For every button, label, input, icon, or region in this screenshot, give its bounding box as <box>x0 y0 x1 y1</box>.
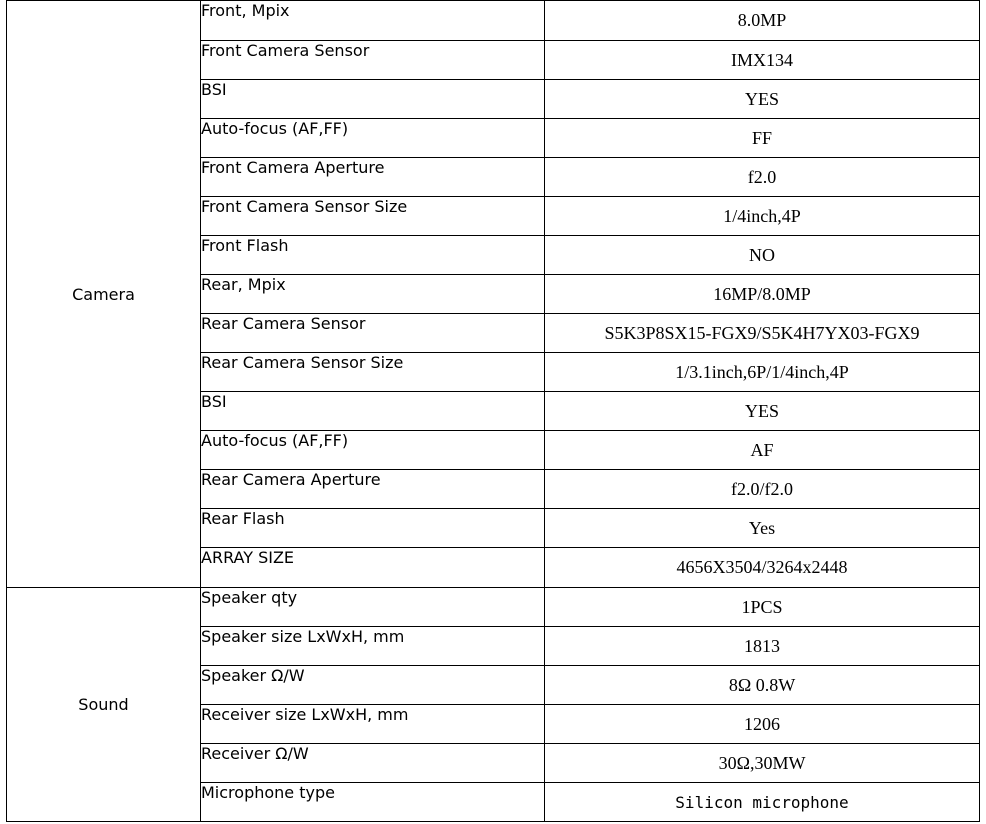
param-value: 30Ω,30MW <box>545 744 980 783</box>
param-label: Microphone type <box>201 783 545 822</box>
param-value: YES <box>545 392 980 431</box>
param-value: NO <box>545 236 980 275</box>
param-value: FF <box>545 119 980 158</box>
param-label: Rear Camera Sensor Size <box>201 353 545 392</box>
param-value: AF <box>545 431 980 470</box>
param-value: 8.0MP <box>545 1 980 41</box>
param-value: 1PCS <box>545 588 980 627</box>
param-label: Receiver size LxWxH, mm <box>201 705 545 744</box>
param-label: Rear, Mpix <box>201 275 545 314</box>
category-camera: Camera <box>7 1 201 588</box>
param-value: f2.0 <box>545 158 980 197</box>
param-label: BSI <box>201 392 545 431</box>
category-sound: Sound <box>7 588 201 822</box>
param-value: 1/3.1inch,6P/1/4inch,4P <box>545 353 980 392</box>
param-label: Speaker size LxWxH, mm <box>201 627 545 666</box>
param-label: Auto-focus (AF,FF) <box>201 119 545 158</box>
param-label: Front Camera Sensor Size <box>201 197 545 236</box>
param-label: Front, Mpix <box>201 1 545 41</box>
param-value: 16MP/8.0MP <box>545 275 980 314</box>
param-label: BSI <box>201 80 545 119</box>
param-value: IMX134 <box>545 41 980 80</box>
spec-table <box>6 0 980 822</box>
param-label: Rear Camera Aperture <box>201 470 545 509</box>
param-label: Rear Flash <box>201 509 545 548</box>
param-label: Speaker Ω/W <box>201 666 545 705</box>
param-value: YES <box>545 80 980 119</box>
param-label: Front Camera Aperture <box>201 158 545 197</box>
param-label: Auto-focus (AF,FF) <box>201 431 545 470</box>
param-value: Silicon microphone <box>545 783 980 822</box>
param-value: 1206 <box>545 705 980 744</box>
param-label: Speaker qty <box>201 588 545 627</box>
param-value: S5K3P8SX15-FGX9/S5K4H7YX03-FGX9 <box>545 314 980 353</box>
param-label: ARRAY SIZE <box>201 548 545 588</box>
param-value: Yes <box>545 509 980 548</box>
param-label: Front Flash <box>201 236 545 275</box>
param-value: 8Ω 0.8W <box>545 666 980 705</box>
param-value: 1/4inch,4P <box>545 197 980 236</box>
param-label: Receiver Ω/W <box>201 744 545 783</box>
param-value: 4656X3504/3264x2448 <box>545 548 980 588</box>
param-label: Front Camera Sensor <box>201 41 545 80</box>
param-value: f2.0/f2.0 <box>545 470 980 509</box>
param-label: Rear Camera Sensor <box>201 314 545 353</box>
param-value: 1813 <box>545 627 980 666</box>
